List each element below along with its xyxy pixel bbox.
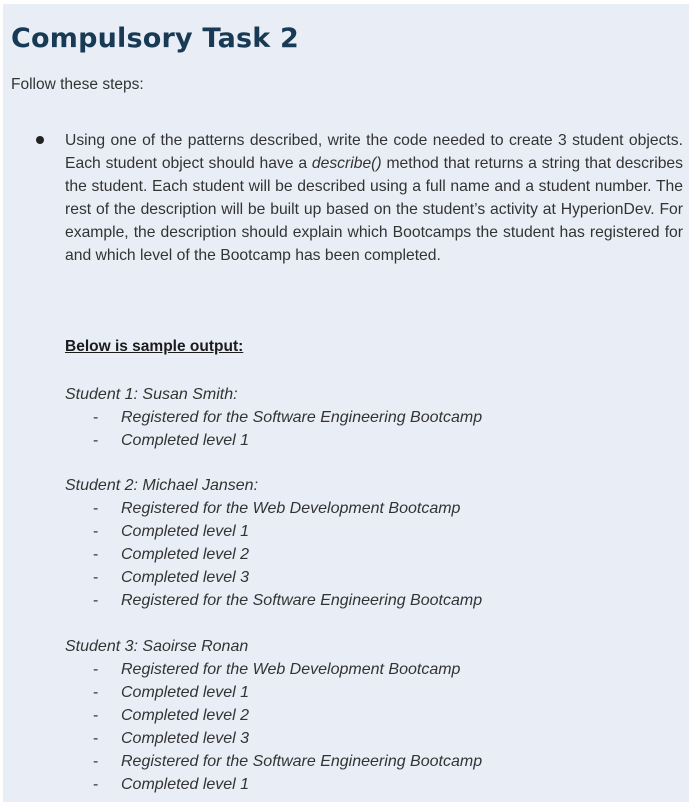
list-item (65, 727, 482, 750)
list-item-text: Registered for the Software Engineering Bootcamp (121, 409, 483, 426)
dash-icon: - (93, 730, 99, 747)
list-item (65, 658, 482, 681)
list-item-text: Completed level 1 (121, 776, 250, 793)
list-item-text: Completed level 2 (121, 707, 250, 724)
list-item (65, 589, 482, 612)
dash-icon: - (93, 753, 99, 770)
list-item-text: Registered for the Software Engineering Bootcamp (121, 592, 483, 609)
list-item (65, 497, 482, 520)
dash-icon: - (93, 500, 99, 517)
task-text-before: Using one of the patterns described, write the code needed to create 3 student objects. Each student object should have a (65, 132, 683, 172)
student-name: Student 3: Saoirse Ronan (65, 638, 249, 655)
dash-icon: - (93, 707, 99, 724)
student-name: Student 1: Susan Smith: (65, 386, 238, 403)
dash-icon: - (93, 684, 99, 701)
list-item (65, 429, 482, 452)
dash-icon: - (93, 569, 99, 586)
list-item-text: Completed level 1 (121, 432, 250, 449)
list-item (65, 773, 482, 796)
student-name: Student 2: Michael Jansen: (65, 477, 259, 494)
list-item (65, 750, 482, 773)
dash-icon: - (93, 523, 99, 540)
student-block (65, 635, 482, 796)
list-item (65, 543, 482, 566)
student-block (65, 474, 482, 612)
student-activity-list (65, 497, 482, 612)
student-activity-list (65, 658, 482, 796)
sample-output-heading: Below is sample output: (65, 338, 244, 355)
task-page (3, 4, 689, 802)
list-item-text: Completed level 3 (121, 569, 250, 586)
list-item-text: Completed level 3 (121, 730, 250, 747)
dash-icon: - (93, 776, 99, 793)
list-item (65, 520, 482, 543)
student-block (65, 383, 482, 452)
dash-icon: - (93, 592, 99, 609)
task-description (65, 129, 683, 267)
dash-icon: - (93, 409, 99, 426)
dash-icon: - (93, 432, 99, 449)
dash-icon: - (93, 661, 99, 678)
list-item (65, 704, 482, 727)
list-item (65, 566, 482, 589)
dash-icon: - (93, 546, 99, 563)
task-method: describe() (311, 155, 382, 172)
list-item (65, 406, 482, 429)
list-item-text: Completed level 1 (121, 684, 250, 701)
bullet-icon (36, 136, 44, 144)
list-item-text: Completed level 2 (121, 546, 250, 563)
page-title: Compulsory Task 2 (11, 23, 300, 54)
list-item-text: Completed level 1 (121, 523, 250, 540)
student-activity-list (65, 406, 482, 452)
list-item-text: Registered for the Software Engineering Bootcamp (121, 753, 483, 770)
list-item (65, 681, 482, 704)
intro-text: Follow these steps: (11, 76, 144, 93)
list-item-text: Registered for the Web Development Bootcamp (121, 661, 461, 678)
task-text-after: method that returns a string that describes the student. Each student will be described using a full name and a student number. The rest of the description will be built up based on the student’s activity at HyperionDev. For example, the description should explain which Bootcamps the student has registered for and which level of the Bootcamp has been completed. (65, 155, 683, 264)
list-item-text: Registered for the Web Development Bootcamp (121, 500, 461, 517)
